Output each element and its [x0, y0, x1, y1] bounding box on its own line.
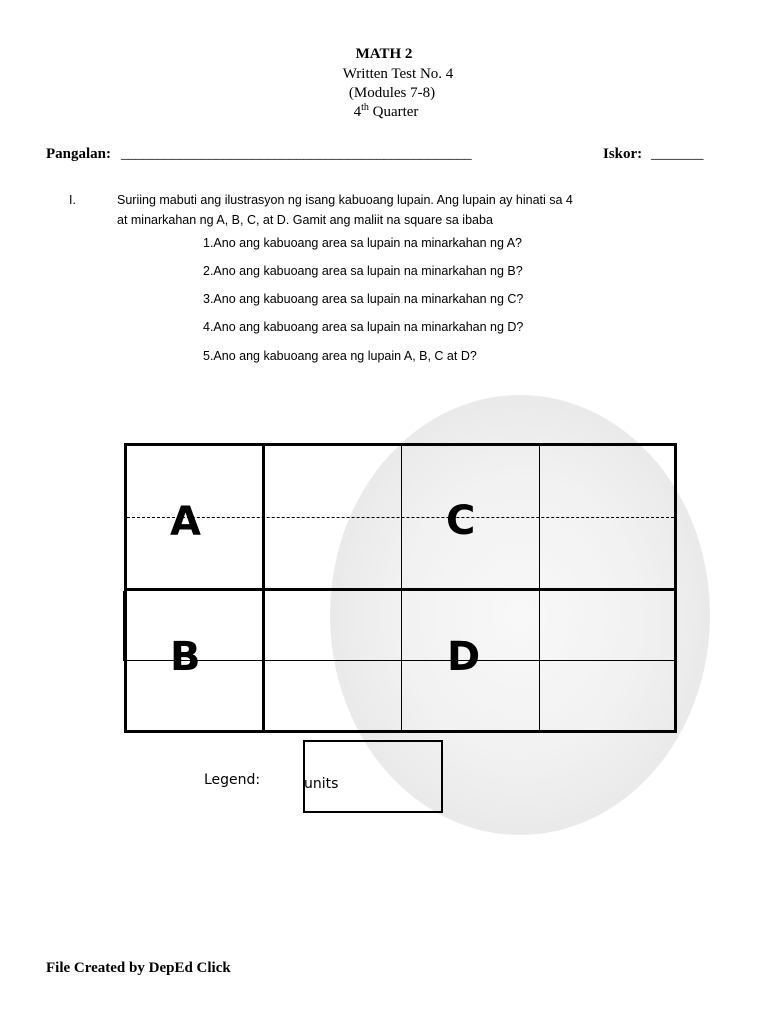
footer-credit: File Created by DepEd Click: [46, 960, 231, 976]
question-5: 5.Ano ang kabuoang area ng lupain A, B, C at D?: [203, 349, 477, 363]
region-d-label: D: [447, 634, 481, 680]
legend-units: units: [304, 776, 339, 792]
score-label: Iskor:: [603, 146, 643, 162]
name-label: Pangalan:: [46, 146, 112, 162]
legend-label: Legend:: [204, 772, 261, 788]
score-line[interactable]: _______: [651, 146, 704, 162]
instruction-line-1: Suriing mabuti ang ilustrasyon ng isang kabuoang lupain. Ang lupain ay hinati sa 4: [117, 193, 573, 207]
question-3: 3.Ano ang kabuoang area sa lupain na minarkahan ng C?: [203, 292, 524, 306]
section-number: I.: [69, 193, 76, 207]
grid-line: [127, 660, 674, 661]
grid-dashed-line: [127, 517, 674, 518]
question-1: 1.Ano ang kabuoang area sa lupain na minarkahan ng A?: [203, 236, 522, 250]
subject-title: MATH 2: [355, 46, 413, 62]
land-grid: [124, 443, 677, 733]
grid-divider-vertical: [262, 446, 265, 730]
name-line[interactable]: ________________________________________________: [121, 146, 472, 162]
test-title: Written Test No. 4: [342, 66, 454, 82]
modules-title: (Modules 7-8): [348, 85, 436, 101]
region-a-label: A: [170, 499, 201, 545]
grid-edge: [123, 591, 125, 661]
region-b-label: B: [170, 634, 201, 680]
question-2: 2.Ano ang kabuoang area sa lupain na minarkahan ng B?: [203, 264, 523, 278]
region-c-label: C: [446, 498, 476, 544]
question-4: 4.Ano ang kabuoang area sa lupain na minarkahan ng D?: [203, 320, 524, 334]
quarter-title: 4th Quarter: [353, 102, 419, 120]
instruction-line-2: at minarkahan ng A, B, C, at D. Gamit ang maliit na square sa ibaba: [117, 213, 493, 227]
